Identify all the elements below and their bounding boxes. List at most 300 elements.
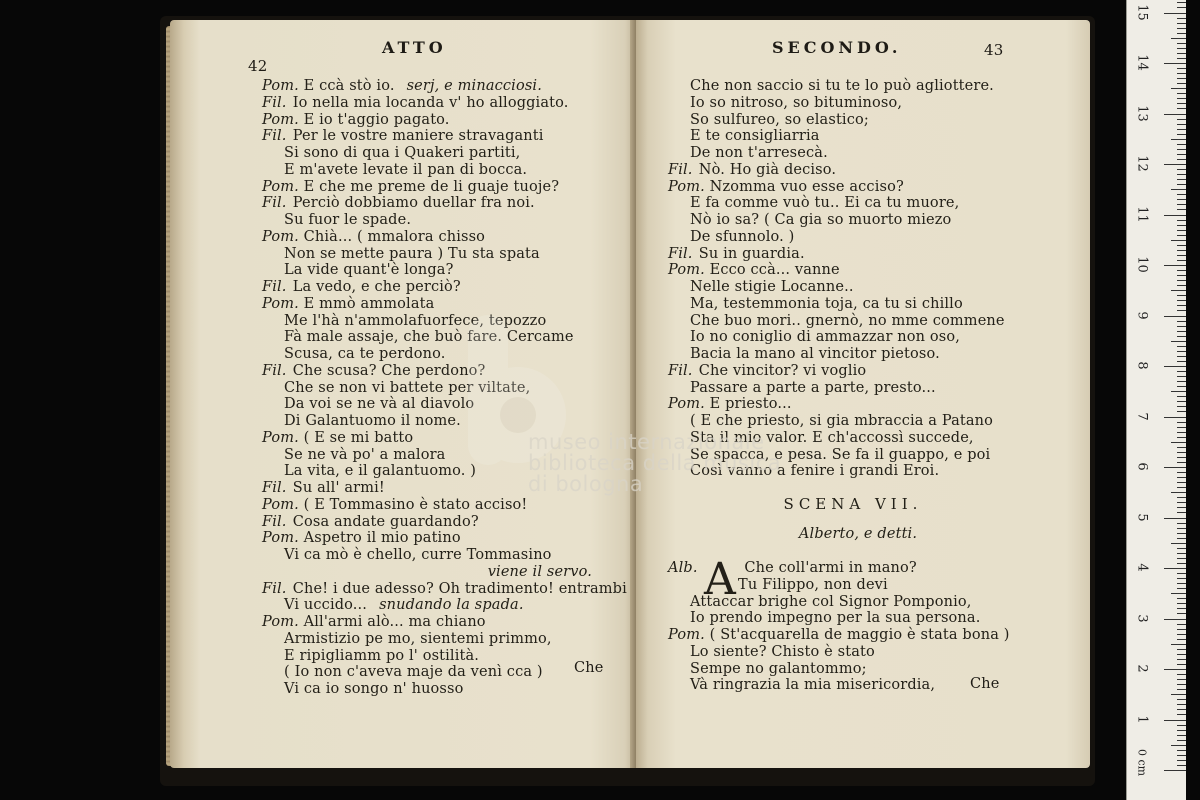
ruler-tick xyxy=(1177,588,1186,589)
text-line xyxy=(262,179,602,196)
ruler-tick xyxy=(1177,275,1186,276)
ruler-tick xyxy=(1177,482,1186,483)
ruler-tick xyxy=(1177,336,1186,337)
speaker-label: Pom. xyxy=(668,627,705,643)
line-text: Su in guardia. xyxy=(698,245,805,262)
spacer xyxy=(668,516,1058,526)
ruler-tick xyxy=(1171,442,1186,443)
line-text: All'armi alò... ma chiano xyxy=(303,614,486,630)
line-text: E priesto... xyxy=(709,396,792,413)
line-text: Se spacca, e pesa. Se fa il guappo, e poi xyxy=(690,446,991,463)
measuring-ruler xyxy=(1126,0,1186,800)
line-text: Io so nitroso, so bituminoso, xyxy=(690,94,903,111)
stage-direction: viene il servo. xyxy=(487,563,592,580)
ruler-tick xyxy=(1177,310,1186,311)
ruler-tick xyxy=(1177,331,1186,332)
text-line xyxy=(668,95,1058,112)
right-page xyxy=(636,20,1090,768)
ruler-tick xyxy=(1177,255,1186,256)
ruler-tick xyxy=(1177,396,1186,397)
ruler-tick xyxy=(1177,406,1186,407)
ruler-tick xyxy=(1177,558,1186,559)
speaker-label: Fil. xyxy=(262,195,287,212)
ruler-tick xyxy=(1164,265,1186,266)
ruler-tick xyxy=(1177,664,1186,665)
line-text: Armistizio pe mo, sientemi primmo, xyxy=(284,630,552,647)
line-text: Tu Filippo, non devi xyxy=(738,576,888,593)
ruler-tick xyxy=(1177,740,1186,741)
ruler-tick xyxy=(1177,28,1186,29)
line-text: Scusa, ca te perdono. xyxy=(284,346,446,362)
text-line xyxy=(668,677,1058,694)
stage-direction: snudando la spada. xyxy=(379,597,524,614)
ruler-tick xyxy=(1177,689,1186,690)
line-text: La vide quant'è longa? xyxy=(284,262,454,279)
text-line xyxy=(262,648,602,665)
ruler-number: 9 xyxy=(1134,310,1150,320)
text-line xyxy=(668,246,1058,263)
text-line xyxy=(668,396,1058,413)
running-head-left: ATTO xyxy=(382,38,447,57)
line-text: Passare a parte a parte, presto... xyxy=(690,379,936,396)
ruler-tick xyxy=(1164,114,1186,115)
ruler-tick xyxy=(1171,745,1186,746)
ruler-tick xyxy=(1177,608,1186,609)
line-text: Che buo mori.. gnernò, no mme commene xyxy=(690,312,1005,329)
ruler-tick xyxy=(1177,735,1186,736)
ruler-unit-label: 0 cm xyxy=(1135,748,1149,777)
ruler-tick xyxy=(1177,93,1186,94)
ruler-number: 5 xyxy=(1134,512,1150,522)
text-line xyxy=(668,128,1058,145)
ruler-tick xyxy=(1177,78,1186,79)
text-line xyxy=(668,329,1058,346)
speaker-label: Fil. xyxy=(262,480,287,496)
line-text: Và ringrazia la mia misericordia, xyxy=(690,677,936,694)
line-text: Sta il mio valor. E ch'accossì succede, xyxy=(690,429,974,446)
ruler-tick xyxy=(1164,366,1186,367)
text-line xyxy=(668,363,1058,380)
ruler-number: 15 xyxy=(1134,3,1150,21)
ruler-tick xyxy=(1177,58,1186,59)
ruler-tick xyxy=(1177,684,1186,685)
ruler-number: 11 xyxy=(1134,205,1150,223)
ruler-tick xyxy=(1164,63,1186,64)
ruler-tick xyxy=(1177,220,1186,221)
ruler-tick xyxy=(1177,755,1186,756)
line-text: Si sono di qua i Quakeri partiti, xyxy=(284,145,521,161)
ruler-tick xyxy=(1177,725,1186,726)
ruler-tick xyxy=(1177,209,1186,210)
line-text: E te consigliarria xyxy=(690,128,820,145)
line-text: Che coll'armi in mano? xyxy=(744,560,917,576)
text-line xyxy=(262,664,602,681)
ruler-tick xyxy=(1177,18,1186,19)
ruler-tick xyxy=(1177,497,1186,498)
text-line xyxy=(262,195,602,212)
text-line xyxy=(668,162,1058,179)
line-text: Di Galantuomo il nome. xyxy=(284,413,461,429)
speaker-label: Fil. xyxy=(262,279,287,295)
ruler-tick xyxy=(1177,578,1186,579)
speaker-label: Pom. xyxy=(668,262,705,279)
line-text: E ripigliamm po l' ostilità. xyxy=(284,647,480,664)
text-line xyxy=(668,229,1058,246)
text-line xyxy=(668,212,1058,229)
ruler-tick xyxy=(1177,639,1186,640)
text-line xyxy=(262,497,602,514)
ruler-tick xyxy=(1171,644,1186,645)
line-text: Che scusa? Che perdono? xyxy=(292,362,486,379)
speaker-label: Pom. xyxy=(262,295,299,312)
line-text: ( E Tommasino è stato acciso! xyxy=(303,496,528,513)
text-line xyxy=(262,212,602,229)
ruler-tick xyxy=(1164,417,1186,418)
text-line xyxy=(262,614,602,631)
text-line xyxy=(262,530,602,547)
ruler-number: 14 xyxy=(1134,54,1150,71)
line-text: Bacia la mano al vincitor pietoso. xyxy=(690,346,940,362)
line-text: Io prendo impegno per la sua persona. xyxy=(690,610,981,627)
ruler-tick xyxy=(1177,103,1186,104)
speaker-label: Fil. xyxy=(262,94,287,111)
ruler-tick xyxy=(1177,300,1186,301)
ruler-number: 2 xyxy=(1134,664,1150,673)
line-text: Vi ca io songo n' huosso xyxy=(284,681,464,697)
ruler-tick xyxy=(1177,346,1186,347)
ruler-tick xyxy=(1177,699,1186,700)
ruler-tick xyxy=(1171,543,1186,544)
ruler-tick xyxy=(1177,98,1186,99)
ruler-tick xyxy=(1171,492,1186,493)
ruler-tick xyxy=(1177,169,1186,170)
text-line xyxy=(668,112,1058,129)
ruler-tick xyxy=(1171,593,1186,594)
text-line xyxy=(668,661,1058,678)
line-text: Sempe no galantommo; xyxy=(690,660,867,677)
line-text: Che! i due adesso? Oh tradimento! entrambi xyxy=(292,580,627,597)
speaker-label: Fil. xyxy=(668,161,693,178)
ruler-tick xyxy=(1171,341,1186,342)
line-text: Che vincitor? vi voglio xyxy=(698,362,867,379)
speaker-label: Pom. xyxy=(262,178,299,195)
text-line xyxy=(262,580,627,598)
ruler-tick xyxy=(1177,321,1186,322)
ruler-tick xyxy=(1177,184,1186,185)
ruler-tick xyxy=(1177,7,1186,8)
page-number-right: 43 xyxy=(984,41,1004,59)
ruler-tick xyxy=(1177,199,1186,200)
text-line xyxy=(668,145,1058,162)
ruler-tick xyxy=(1177,411,1186,412)
text-line xyxy=(668,644,1058,661)
ruler-tick xyxy=(1177,371,1186,372)
text-line xyxy=(262,128,602,145)
text-line xyxy=(262,547,602,564)
speaker-label: Pom. xyxy=(262,614,299,630)
text-line xyxy=(668,195,1058,212)
ruler-tick xyxy=(1177,119,1186,120)
ruler-tick xyxy=(1177,457,1186,458)
speaker-label: Pom. xyxy=(668,396,705,413)
catchword-left: Che xyxy=(574,660,604,676)
line-text: Chià... ( mmalora chisso xyxy=(303,228,486,245)
line-text: Aspetro il mio patino xyxy=(303,530,461,547)
ruler-tick xyxy=(1177,285,1186,286)
text-line xyxy=(668,346,1058,363)
line-text: E che me preme de li guaje tuoje? xyxy=(303,178,560,195)
line-text: La vita, e il galantuomo. ) xyxy=(284,463,477,480)
ruler-tick xyxy=(1177,179,1186,180)
line-text: E ccà stò io. xyxy=(303,78,395,94)
text-line xyxy=(668,380,1058,397)
text-line xyxy=(668,413,1058,430)
line-text: De sfunnolo. ) xyxy=(690,228,795,245)
ruler-tick xyxy=(1177,583,1186,584)
line-text: Se ne và po' a malora xyxy=(284,446,446,463)
scene-characters: Alberto, e detti. xyxy=(798,526,918,542)
line-text: E mmò ammolata xyxy=(303,295,435,312)
ruler-tick xyxy=(1164,13,1186,14)
line-text: La vedo, e che perciò? xyxy=(292,279,461,295)
speaker-label: Alb. xyxy=(668,560,698,576)
ruler-tick xyxy=(1177,43,1186,44)
ruler-tick xyxy=(1177,679,1186,680)
ruler-tick xyxy=(1177,204,1186,205)
ruler-tick xyxy=(1177,149,1186,150)
ruler-tick xyxy=(1177,174,1186,175)
drop-cap: A xyxy=(704,554,736,605)
ruler-tick xyxy=(1177,523,1186,524)
catchword-right: Che xyxy=(970,676,1000,692)
ruler-tick xyxy=(1177,427,1186,428)
ruler-tick xyxy=(1171,139,1186,140)
ruler-tick xyxy=(1177,432,1186,433)
ruler-tick xyxy=(1177,659,1186,660)
scene-heading: SCENA VII. xyxy=(783,495,923,513)
ruler-tick xyxy=(1177,649,1186,650)
speaker-label: Pom. xyxy=(262,228,299,245)
text-line xyxy=(668,78,1058,95)
scene-vii-text xyxy=(668,554,1058,694)
ruler-tick xyxy=(1177,502,1186,503)
right-text-block xyxy=(668,78,1058,694)
ruler-tick xyxy=(1177,730,1186,731)
ruler-tick xyxy=(1177,108,1186,109)
text-line xyxy=(262,112,602,129)
ruler-tick xyxy=(1164,619,1186,620)
speaker-label: Pom. xyxy=(262,530,299,547)
line-text: ( Io non c'aveva maje da venì cca ) xyxy=(284,664,543,681)
ruler-tick xyxy=(1177,528,1186,529)
line-text: E io t'aggio pagato. xyxy=(303,111,450,128)
ruler-tick xyxy=(1177,447,1186,448)
text-line xyxy=(262,95,602,112)
running-head-right: SECONDO. xyxy=(772,38,902,57)
ruler-tick xyxy=(1177,134,1186,135)
ruler-tick xyxy=(1177,386,1186,387)
ruler-tick xyxy=(1164,467,1186,468)
ruler-tick xyxy=(1164,164,1186,165)
ruler-tick xyxy=(1177,654,1186,655)
line-text: Ma, testemmonia toja, ca tu si chillo xyxy=(690,295,963,312)
ruler-tick xyxy=(1177,53,1186,54)
text-line xyxy=(668,627,1058,644)
line-text: ( E che priesto, si gia mbraccia a Patano xyxy=(690,413,994,429)
line-text: Fà male assaje, che buò fare. Cercame xyxy=(284,329,574,346)
speaker-label: Pom. xyxy=(668,178,705,195)
ruler-tick xyxy=(1177,674,1186,675)
line-text: Io nella mia locanda v' ho alloggiato. xyxy=(292,94,569,111)
text-line xyxy=(262,246,602,263)
line-text: Nò io sa? ( Ca gia so muorto miezo xyxy=(690,212,952,228)
ruler-tick xyxy=(1177,613,1186,614)
ruler-tick xyxy=(1177,760,1186,761)
ruler-tick xyxy=(1177,124,1186,125)
line-text: Da voi se ne và al diavolo xyxy=(284,396,475,413)
ruler-tick xyxy=(1171,391,1186,392)
line-text: De non t'arresecà. xyxy=(690,145,828,161)
ruler-tick xyxy=(1177,452,1186,453)
page-number-left: 42 xyxy=(248,57,268,75)
speaker-label: Pom. xyxy=(262,78,299,94)
ruler-tick xyxy=(1177,305,1186,306)
ruler-tick xyxy=(1171,189,1186,190)
line-text: Non se mette paura ) Tu sta spata xyxy=(284,245,540,262)
ruler-tick xyxy=(1177,624,1186,625)
ruler-tick xyxy=(1177,603,1186,604)
ruler-number: 7 xyxy=(1134,411,1150,421)
ruler-tick xyxy=(1164,568,1186,569)
text-line xyxy=(262,229,602,246)
speaker-label: Fil. xyxy=(668,362,693,379)
ruler-tick xyxy=(1177,295,1186,296)
text-line xyxy=(262,145,602,162)
ruler-tick xyxy=(1177,462,1186,463)
ruler-tick xyxy=(1177,422,1186,423)
text-line xyxy=(668,262,1058,279)
ruler-tick xyxy=(1177,477,1186,478)
line-text: E fa comme vuò tu.. Ei ca tu muore, xyxy=(690,195,960,212)
ruler-tick xyxy=(1177,376,1186,377)
ruler-tick xyxy=(1177,33,1186,34)
line-text: Su all' armi! xyxy=(292,480,385,496)
line-text: Che non saccio si tu te lo può agliottere. xyxy=(690,78,994,94)
text-line xyxy=(262,597,602,614)
ruler-tick xyxy=(1177,487,1186,488)
ruler-tick xyxy=(1177,159,1186,160)
ruler-tick xyxy=(1164,720,1186,721)
ruler-number: 4 xyxy=(1134,563,1150,572)
line-text: So sulfureo, so elastico; xyxy=(690,111,869,128)
line-text: Attaccar brighe col Signor Pomponio, xyxy=(690,593,972,610)
text-line xyxy=(668,179,1058,196)
ruler-tick xyxy=(1177,472,1186,473)
ruler-tick xyxy=(1177,704,1186,705)
text-line xyxy=(262,162,602,179)
ruler-tick xyxy=(1177,538,1186,539)
ruler-tick xyxy=(1177,68,1186,69)
ruler-tick xyxy=(1177,548,1186,549)
speaker-label: Pom. xyxy=(262,429,299,446)
ruler-tick xyxy=(1171,694,1186,695)
ruler-tick xyxy=(1177,598,1186,599)
ruler-tick xyxy=(1177,381,1186,382)
speaker-label: Fil. xyxy=(262,580,287,597)
text-line xyxy=(668,610,1058,627)
ruler-tick xyxy=(1177,73,1186,74)
ruler-tick xyxy=(1177,194,1186,195)
ruler-tick xyxy=(1164,518,1186,519)
ruler-tick xyxy=(1177,280,1186,281)
ruler-tick xyxy=(1177,709,1186,710)
line-text: Nò. Ho già deciso. xyxy=(698,161,837,178)
ruler-number: 10 xyxy=(1134,256,1150,273)
ruler-tick xyxy=(1177,260,1186,261)
ruler-tick xyxy=(1177,225,1186,226)
ruler-tick xyxy=(1177,48,1186,49)
ruler-tick xyxy=(1164,316,1186,317)
watermark-text xyxy=(528,432,781,495)
ruler-tick xyxy=(1177,356,1186,357)
line-text: Lo siente? Chisto è stato xyxy=(690,643,875,660)
ruler-tick xyxy=(1177,83,1186,84)
line-text: Su fuor le spade. xyxy=(284,212,412,228)
ruler-tick xyxy=(1177,154,1186,155)
line-text: Per le vostre maniere stravaganti xyxy=(292,128,544,145)
ruler-tick xyxy=(1164,770,1186,771)
text-line xyxy=(668,279,1058,296)
stage-direction: serj, e minacciosi. xyxy=(406,78,542,94)
ruler-tick xyxy=(1177,235,1186,236)
ruler-tick xyxy=(1164,669,1186,670)
line-text: ( E se mi batto xyxy=(303,429,414,446)
ruler-tick xyxy=(1177,361,1186,362)
ruler-tick xyxy=(1177,533,1186,534)
line-text: Perciò dobbiamo duellar fra noi. xyxy=(292,195,535,212)
ruler-tick xyxy=(1177,245,1186,246)
ruler-number: 1 xyxy=(1134,714,1150,724)
text-line xyxy=(262,78,602,95)
line-text: Nelle stigie Locanne.. xyxy=(690,279,854,295)
ruler-tick xyxy=(1177,230,1186,231)
ruler-tick xyxy=(1177,326,1186,327)
ruler-tick xyxy=(1171,290,1186,291)
watermark-line-2: biblioteca della musica xyxy=(528,451,782,475)
watermark-line-1: museo internazionale xyxy=(528,430,765,454)
ruler-tick xyxy=(1177,714,1186,715)
text-line xyxy=(262,514,602,531)
line-text: Così vanno a fenire i grandi Eroi. xyxy=(690,463,940,480)
speaker-label: Pom. xyxy=(262,111,299,128)
ruler-tick xyxy=(1171,88,1186,89)
speaker-label: Fil. xyxy=(668,245,693,262)
ruler-tick xyxy=(1177,512,1186,513)
ruler-tick xyxy=(1177,23,1186,24)
line-text: Ecco ccà... vanne xyxy=(709,262,840,279)
watermark-line-3: di bologna xyxy=(528,472,644,496)
line-text: ( St'acquarella de maggio è stata bona ) xyxy=(709,627,1010,643)
text-line xyxy=(668,313,1058,330)
ruler-tick xyxy=(1171,240,1186,241)
text-line xyxy=(668,296,1058,313)
ruler-number: 12 xyxy=(1134,155,1150,172)
ruler-tick xyxy=(1177,270,1186,271)
ruler-tick xyxy=(1177,750,1186,751)
speaker-label: Pom. xyxy=(262,496,299,513)
ruler-number: 13 xyxy=(1134,104,1150,122)
speaker-label: Fil. xyxy=(262,362,287,379)
